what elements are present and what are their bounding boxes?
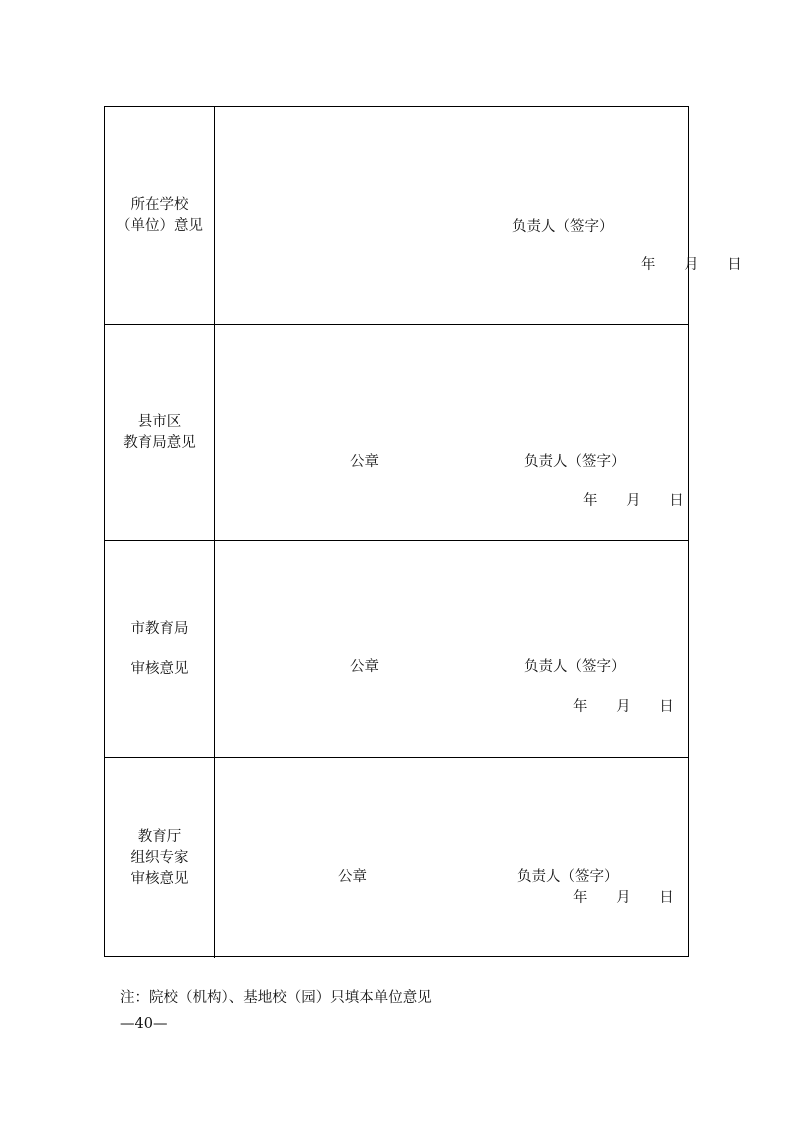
label-line: 所在学校 [130, 196, 189, 213]
opinion-form-table [104, 106, 742, 957]
date-day: 日 [659, 890, 674, 906]
row-school-opinion [105, 107, 742, 324]
date-day: 日 [659, 699, 674, 715]
opinion-content-school[interactable] [215, 107, 742, 324]
row-label-province [105, 758, 215, 958]
row-label-county [105, 325, 215, 540]
date-line [583, 489, 684, 510]
date-year: 年 [573, 890, 588, 906]
signer-label: 负责人（签字） [524, 659, 626, 675]
row-province-opinion [105, 757, 688, 958]
date-month: 月 [616, 699, 631, 715]
label-line: 教育厅 [137, 828, 182, 845]
opinion-content-county[interactable] [215, 325, 688, 540]
label-line: 市教育局 [130, 620, 189, 637]
label-line: （单位）意见 [116, 217, 203, 234]
footnote: 注：院校（机构）、基地校（园）只填本单位意见 [120, 990, 432, 1006]
seal-label: 公章 [350, 659, 379, 675]
label-line: 教育局意见 [123, 434, 196, 451]
date-line [641, 253, 742, 274]
date-year: 年 [583, 493, 598, 509]
date-year: 年 [573, 699, 588, 715]
signer-label: 负责人（签字） [512, 219, 614, 235]
date-year: 年 [641, 257, 656, 273]
seal-label: 公章 [350, 454, 379, 470]
label-line: 组织专家 [130, 849, 189, 866]
date-month: 月 [684, 257, 699, 273]
date-line [573, 886, 674, 907]
row-label-city [105, 541, 215, 757]
label-line: 审核意见 [130, 870, 189, 887]
row-city-opinion [105, 540, 688, 757]
label-line: 审核意见 [130, 660, 189, 677]
signer-label: 负责人（签字） [517, 869, 619, 885]
label-line: 县市区 [137, 413, 182, 430]
row-county-opinion [105, 324, 688, 540]
seal-label: 公章 [338, 869, 367, 885]
date-day: 日 [669, 493, 684, 509]
date-line [573, 695, 674, 716]
date-month: 月 [616, 890, 631, 906]
signer-label: 负责人（签字） [524, 454, 626, 470]
date-day: 日 [727, 257, 742, 273]
page-number: —40— [120, 1016, 168, 1032]
date-month: 月 [626, 493, 641, 509]
opinion-content-city[interactable] [215, 541, 688, 757]
row-label-school [105, 107, 215, 324]
opinion-content-province[interactable] [215, 758, 688, 958]
